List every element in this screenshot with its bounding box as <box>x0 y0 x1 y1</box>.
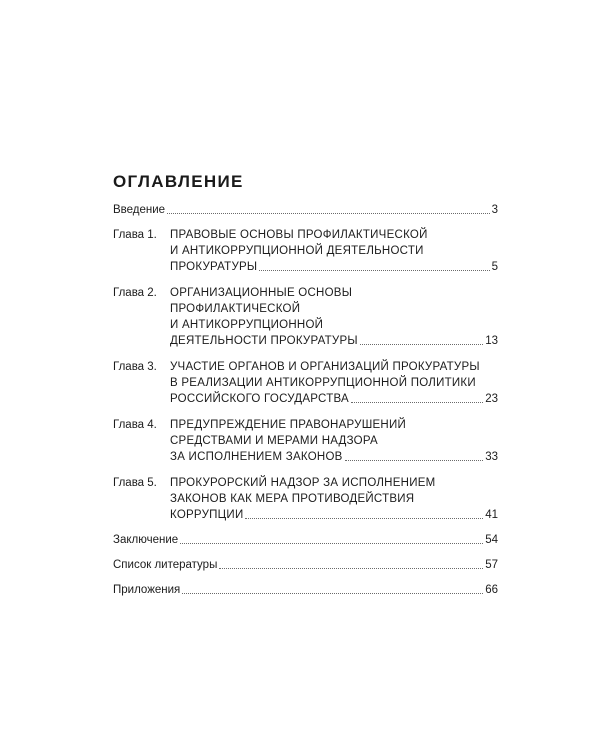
page-number: 5 <box>491 261 498 273</box>
chapter-title-line: КОРРУПЦИИ <box>170 509 244 521</box>
page-number: 57 <box>485 559 498 571</box>
toc-entry-conclusion[interactable] <box>113 532 498 548</box>
page-number: 3 <box>491 204 498 216</box>
toc-entry-chapter-1[interactable] <box>113 227 498 275</box>
toc-entry-chapter-5[interactable] <box>113 475 498 523</box>
chapter-label: Глава 5. <box>113 477 157 489</box>
chapter-title-line: УЧАСТИЕ ОРГАНОВ И ОРГАНИЗАЦИЙ ПРОКУРАТУРЫ <box>170 361 480 373</box>
chapter-title-line: В РЕАЛИЗАЦИИ АНТИКОРРУПЦИОННОЙ ПОЛИТИКИ <box>170 377 476 389</box>
dot-leader <box>219 567 483 569</box>
entry-label: Заключение <box>113 534 179 546</box>
dot-leader <box>245 517 483 519</box>
toc-entry-chapter-3[interactable] <box>113 359 498 407</box>
entry-label: Введение <box>113 204 166 216</box>
chapter-label: Глава 2. <box>113 287 157 299</box>
entry-label: Приложения <box>113 584 181 596</box>
dot-leader <box>167 212 490 214</box>
dot-leader <box>182 592 483 594</box>
chapter-title-line: ЗАКОНОВ КАК МЕРА ПРОТИВОДЕЙСТВИЯ <box>170 493 415 505</box>
chapter-title-line: И АНТИКОРРУПЦИОННОЙ <box>170 319 324 331</box>
dot-leader <box>259 269 489 271</box>
toc-entry-appendix[interactable] <box>113 582 498 598</box>
page-number: 54 <box>485 534 498 546</box>
page-number: 33 <box>485 451 498 463</box>
toc-entry-chapter-2[interactable] <box>113 285 498 349</box>
chapter-title-line: ПРОФИЛАКТИЧЕСКОЙ <box>170 303 301 315</box>
page-number: 23 <box>485 393 498 405</box>
page-title: ОГЛАВЛЕНИЕ <box>113 172 244 191</box>
dot-leader <box>345 459 484 461</box>
chapter-title-line: СРЕДСТВАМИ И МЕРАМИ НАДЗОРА <box>170 435 378 447</box>
chapter-label: Глава 4. <box>113 419 157 431</box>
toc-entry-chapter-4[interactable] <box>113 417 498 465</box>
chapter-title-line: ПРОКУРОРСКИЙ НАДЗОР ЗА ИСПОЛНЕНИЕМ <box>170 477 436 489</box>
table-of-contents <box>113 202 498 598</box>
dot-leader <box>351 401 483 403</box>
chapter-title-line: ДЕЯТЕЛЬНОСТИ ПРОКУРАТУРЫ <box>170 335 358 347</box>
chapter-title-line: ОРГАНИЗАЦИОННЫЕ ОСНОВЫ <box>170 287 353 299</box>
chapter-label: Глава 3. <box>113 361 157 373</box>
page-number: 41 <box>485 509 498 521</box>
chapter-title-line: РОССИЙСКОГО ГОСУДАРСТВА <box>170 393 349 405</box>
chapter-title-line: ПРОКУРАТУРЫ <box>170 261 258 273</box>
dot-leader <box>180 542 483 544</box>
chapter-title-line: ПРЕДУПРЕЖДЕНИЕ ПРАВОНАРУШЕНИЙ <box>170 419 407 431</box>
page-number: 66 <box>485 584 498 596</box>
chapter-title-line: И АНТИКОРРУПЦИОННОЙ ДЕЯТЕЛЬНОСТИ <box>170 245 424 257</box>
entry-label: Список литературы <box>113 559 218 571</box>
dot-leader <box>360 343 483 345</box>
page-number: 13 <box>485 335 498 347</box>
chapter-title-line: ЗА ИСПОЛНЕНИЕМ ЗАКОНОВ <box>170 451 343 463</box>
toc-entry-intro[interactable] <box>113 202 498 218</box>
chapter-label: Глава 1. <box>113 229 157 241</box>
toc-entry-references[interactable] <box>113 557 498 573</box>
chapter-title-line: ПРАВОВЫЕ ОСНОВЫ ПРОФИЛАКТИЧЕСКОЙ <box>170 229 428 241</box>
